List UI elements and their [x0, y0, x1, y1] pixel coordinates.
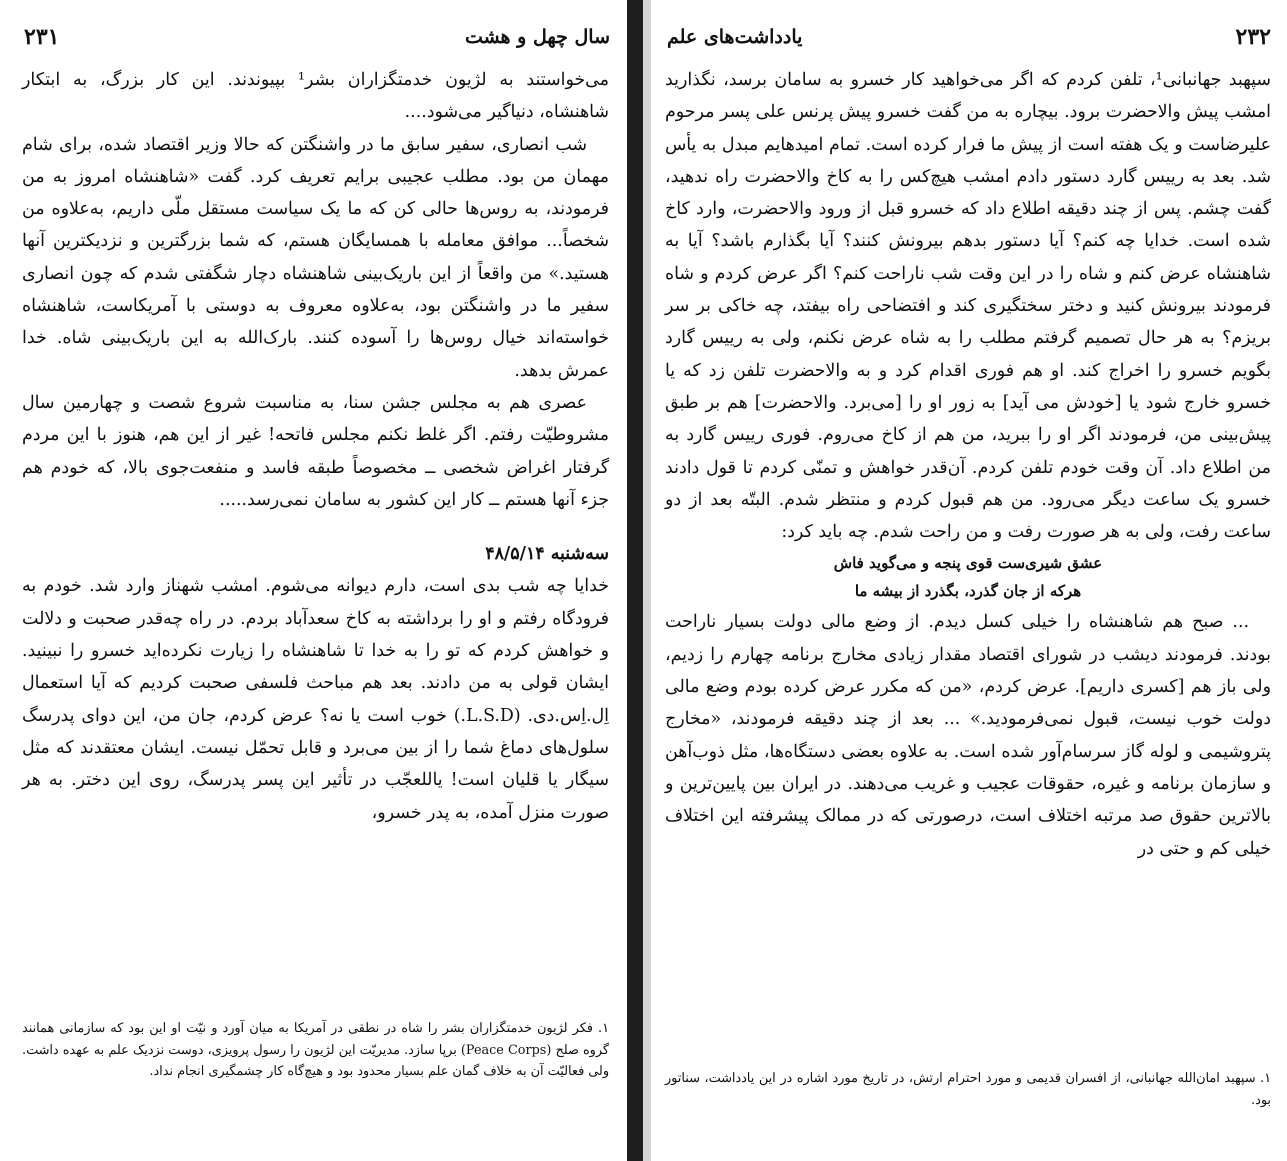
book-gutter [627, 0, 643, 1161]
right-page-number: ۲۳۲ [1235, 24, 1271, 50]
right-footnote: ۱. سپهبد امان‌الله جهانبانی، از افسران قدیمی و مورد احترام ارتش، در تاریخ مورد اشاره در این یادداشت، سناتور بود. [665, 1071, 1271, 1108]
poem-line-2: هرکه از جان گذرد، بگذرد از بیشه ما [854, 582, 1082, 601]
left-page-body [22, 64, 609, 829]
right-page-header [667, 20, 1271, 54]
left-footnote: ۱. فکر لژیون خدمتگزاران بشر را شاه در نطقی در آمریکا به میان آورد و نیّت او این بود که سازمانی همانند گروه صلح (Peace Corps) برپا سازد. مدیریّت این لژیون را رسول پرویزی، دوست نزدیک علم به عهده داشت. ولی فعالیّت آن به خلاف گمان علم بسیار محدود بود و هیچ‌گاه کار چشمگیری انجام نداد. [22, 1021, 609, 1079]
book-gutter-edge [643, 0, 651, 1161]
left-diary-paragraph: خدایا چه شب بدی است، دارم دیوانه می‌شوم. امشب شهناز وارد شد. خودم به فرودگاه رفتم و او را برداشته به کاخ سعدآباد بردم. در راه چه‌قدر صحبت و دلالت و خواهش کردم که تو را به خدا تا شاهنشاه را زیارت نکرده‌اید خسرو را نبینید. ایشان قولی به من دادند. بعد هم مباحث فلسفی صحبت کردیم که آیا استعمال اِل.اِس.دی. (L.S.D.) خوب است یا نه؟ عرض کردم، جان من، این دوای پدرسگ سلول‌های دماغ شما را از بین می‌برد و قابل تحمّل نیست. ایشان معتقدند که مثل سیگار یا قلیان است! یاللعجّب در تأثیر این پسر پدرسگ، روی این دختر. به هر صورت منزل آمده، به پدر خسرو، [22, 576, 610, 823]
diary-date-heading: سه‌شنبه ۴۸/۵/۱۴ [485, 544, 609, 565]
left-page-header [24, 20, 610, 54]
right-paragraph-1: سپهبد جهانبانی¹، تلفن کردم که اگر می‌خواهید کار خسرو به سامان برسد، نگذارید امشب پیش والاحضرت برود. بیچاره به من گفت خسرو پیش پرنس علی پسر مرحوم علیرضاست و یک هفته است از پیش ما فرار کرده است. تمام امیدهایم مبدل به یأس شد. بعد به رییس گارد دستور دادم امشب هیچ‌کس را به کاخ والاحضرت راه ندهید، گفت چشم. پس از چند دقیقه اطلاع داد که خسرو قبل از ورود والاحضرت، وارد کاخ شده است. خدایا چه کنم؟ آیا دستور بدهم بیرونش کنند؟ آیا بگذارم باشد؟ آیا به شاهنشاه عرض کنم و شاه را در این وقت شب ناراحت کنم؟ اگر عرض کردم و شاه فرمودند بیرونش کنید و دختر سختگیری کند و افتضاحی راه بیفتد، چه خاکی بر سر بریزم؟ به هر حال تصمیم گرفتم مطلب را به شاه عرض نکنم، ولی به رییس گارد بگویم خسرو را اخراج کند. او هم فوری اقدام کرد و به والاحضرت تلفن زد که یا خسرو خارج شود یا [خودش می آید] به زور او را [می‌برد. والاحضرت] هم بر طبق پیش‌بینی من، فرمودند اگر او را ببرید، من هم از کاخ می‌روم. فوری رییس گارد به من اطلاع داد. آن وقت خودم تلفن کردم. آن‌قدر خواهش و تمنّی کردم تا قول دادند خسرو یک ساعت دیگر می‌رود. من هم قبول کردم و منتظر شدم. البتّه بعد از دو ساعت رفت، ولی به هر صورت رفت و من راحت شدم. چه باید کرد: [665, 70, 1271, 543]
right-paragraph-2: ... صبح هم شاهنشاه را خیلی کسل دیدم. از وضع مالی دولت بسیار ناراحت بودند. فرمودند دیشب در شورای اقتصاد مقدار زیادی مخارج برنامه چهارم را زدیم، ولی باز هم [کسری داریم]. عرض کردم، «من که مکرر عرض کرده بودم وضع مالی دولت خوب نیست، قبول نمی‌فرمودید.» ... بعد از چند دقیقه فرمودند، «مخارج پتروشیمی و لوله گاز سرسام‌آور شده است. به علاوه بعضی دستگاه‌ها، مثل ذوب‌آهن و سازمان برنامه و غیره، حقوقات عجیب و غریب می‌دهند. در ایران بین پایین‌ترین و بالاترین حقوق صد مرتبه اختلاف است، درصورتی که در ممالک پیشرفته این اختلاف خیلی کم و حتی در [665, 612, 1271, 859]
left-paragraph-1: می‌خواستند به لژیون خدمتگزاران بشر¹ بپیوندند. این کار بزرگ، به ابتکار شاهنشاه، دنیاگیر می‌شود.... [22, 70, 609, 123]
left-page [0, 0, 627, 1161]
right-header-title: یادداشت‌های علم [667, 26, 803, 48]
poem-line-1: عشق شیری‌ست قوی پنجه و می‌گوید فاش [833, 554, 1103, 573]
left-page-number: ۲۳۱ [24, 24, 60, 50]
left-header-title: سال چهل و هشت [464, 26, 610, 48]
right-page [651, 0, 1287, 1161]
left-paragraph-2: شب انصاری، سفیر سابق ما در واشنگتن که حالا وزیر اقتصاد شده، برای شام مهمان من بود. مطلب عجیبی برایم تعریف کرد. گفت «شاهنشاه امروز به من فرمودند، به روس‌ها حالی کن که ما یک سیاست مستقل ملّی داریم، به‌علاوه من شخصاً... موافق معامله با همسایگان هستم، که شما بزرگترین و نزدیکترین آنها هستید.» من واقعاً از این باریک‌بینی شاهنشاه دچار شگفتی شدم که چون انصاری سفیر ما در واشنگتن بود، به‌علاوه معروف به دوستی با آمریکاست، شاهنشاه خواسته‌اند خیال روس‌ها را آسوده کنند. بارک‌الله به این باریک‌بینی شاه. خدا عمرش بدهد. [22, 134, 609, 381]
right-page-body [665, 64, 1271, 865]
left-paragraph-3: عصری هم به مجلس جشن سنا، به مناسبت شروع شصت و چهارمین سال مشروطیّت رفتم. اگر غلط نکنم مجلس فاتحه! غیر از این هم، هنوز با این مردم گرفتار اغراض شخصی ــ مخصوصاً طبقه فاسد و منفعت‌جوی بالا، که خودم هم جزء آنها هستم ــ کار این کشور به سامان نمی‌رسد..... [22, 392, 609, 510]
